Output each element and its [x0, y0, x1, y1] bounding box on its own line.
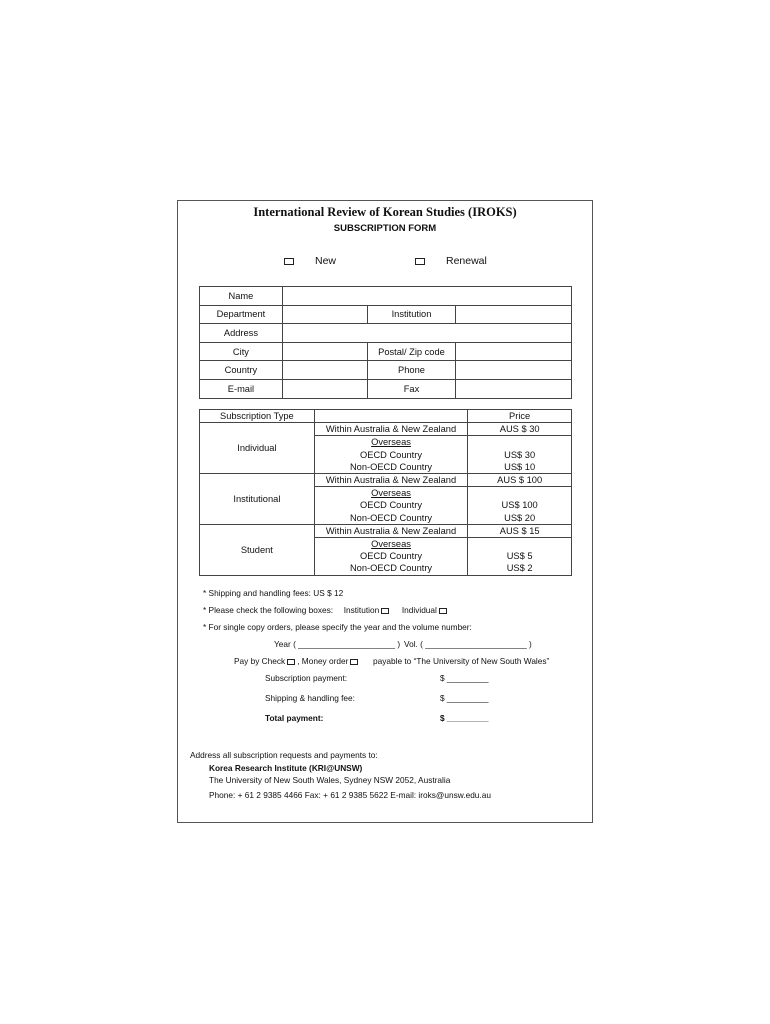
country-field[interactable]	[282, 361, 367, 380]
overseas-price-cell	[468, 538, 572, 576]
shipping-fee-label: Shipping & handling fee:	[265, 693, 355, 703]
overseas-label: Overseas	[371, 488, 411, 499]
region-header	[314, 410, 468, 423]
subscription-type-header: Subscription Type	[200, 410, 315, 423]
name-field[interactable]	[282, 287, 571, 306]
type-student: Student	[200, 524, 315, 575]
type-individual: Individual	[200, 423, 315, 474]
institution-option-label: Institution	[343, 605, 380, 615]
phone-field[interactable]	[456, 361, 572, 380]
within-label: Within Australia & New Zealand	[314, 524, 468, 537]
payment-method-line	[234, 656, 549, 666]
overseas-price-cell	[468, 487, 572, 525]
department-field[interactable]	[282, 305, 367, 324]
new-label: New	[315, 255, 337, 267]
address-label: Address	[200, 324, 283, 343]
pay-by-check-label: Pay by Check	[234, 656, 286, 666]
price-non-oecd: US$ 2	[506, 563, 533, 574]
address-field[interactable]	[282, 324, 571, 343]
contact-details-table	[199, 286, 572, 399]
address-line-1: The University of New South Wales, Sydney NSW 2052, Australia	[209, 775, 451, 785]
overseas-price-cell	[468, 436, 572, 474]
money-order-checkbox[interactable]	[350, 659, 358, 665]
form-subtitle: SUBSCRIPTION FORM	[333, 223, 437, 234]
email-field[interactable]	[282, 379, 367, 398]
total-payment-label: Total payment:	[265, 713, 324, 723]
subscription-form	[177, 200, 593, 823]
postal-label: Postal/ Zip code	[367, 342, 456, 361]
institution-label: Institution	[367, 305, 456, 324]
within-label: Within Australia & New Zealand	[314, 474, 468, 487]
name-label: Name	[200, 287, 283, 306]
address-contact-line: Phone: + 61 2 9385 4466 Fax: + 61 2 9385 5622 E-mail: iroks@unsw.edu.au	[209, 790, 491, 800]
email-label: E-mail	[200, 379, 283, 398]
shipping-note: * Shipping and handling fees: US $ 12	[203, 588, 344, 598]
individual-checkbox[interactable]	[439, 608, 447, 614]
oecd-label: OECD Country	[360, 551, 423, 562]
address-intro: Address all subscription requests and payments to:	[190, 750, 378, 760]
price-oecd: US$ 30	[504, 449, 536, 460]
oecd-label: OECD Country	[360, 500, 423, 511]
institution-checkbox[interactable]	[381, 608, 389, 614]
subscription-payment-field[interactable]: $ _________	[440, 673, 489, 683]
total-payment-field[interactable]: $ _________	[440, 713, 489, 723]
year-field[interactable]: Year ( _____________________ )	[274, 639, 401, 649]
non-oecd-label: Non-OECD Country	[349, 461, 433, 472]
subscription-payment-label: Subscription payment:	[265, 673, 348, 683]
individual-option-label: Individual	[401, 605, 437, 615]
overseas-cell	[314, 436, 468, 474]
price-non-oecd: US$ 10	[504, 461, 536, 472]
volume-field[interactable]: Vol. ( ______________________ )	[404, 639, 532, 649]
phone-label: Phone	[367, 361, 456, 380]
oecd-label: OECD Country	[360, 449, 423, 460]
within-label: Within Australia & New Zealand	[314, 423, 468, 436]
overseas-label: Overseas	[371, 539, 411, 550]
institution-field[interactable]	[456, 305, 572, 324]
price-within: AUS $ 15	[468, 524, 572, 537]
money-order-label: , Money order	[297, 656, 349, 666]
single-copy-note: * For single copy orders, please specify the year and the volume number:	[203, 622, 472, 632]
overseas-label: Overseas	[371, 437, 411, 448]
department-label: Department	[200, 305, 283, 324]
payable-to-text: payable to “The University of New South Wales”	[373, 656, 550, 666]
renewal-checkbox[interactable]	[415, 258, 425, 265]
check-boxes-text: * Please check the following boxes:	[203, 605, 334, 615]
price-within: AUS $ 100	[468, 474, 572, 487]
price-oecd: US$ 5	[506, 551, 533, 562]
form-title: International Review of Korean Studies (IROKS)	[253, 205, 517, 219]
city-field[interactable]	[282, 342, 367, 361]
address-org: Korea Research Institute (KRI@UNSW)	[209, 763, 363, 773]
subscription-price-table	[199, 409, 572, 576]
non-oecd-label: Non-OECD Country	[349, 512, 433, 523]
city-label: City	[200, 342, 283, 361]
overseas-cell	[314, 487, 468, 525]
price-non-oecd: US$ 20	[504, 512, 536, 523]
non-oecd-label: Non-OECD Country	[349, 563, 433, 574]
country-label: Country	[200, 361, 283, 380]
price-header: Price	[468, 410, 572, 423]
renewal-label: Renewal	[446, 255, 487, 267]
check-boxes-note	[203, 605, 449, 615]
check-checkbox[interactable]	[287, 659, 295, 665]
price-oecd: US$ 100	[501, 500, 538, 511]
shipping-fee-field[interactable]: $ _________	[440, 693, 489, 703]
price-within: AUS $ 30	[468, 423, 572, 436]
fax-field[interactable]	[456, 379, 572, 398]
overseas-cell	[314, 538, 468, 576]
fax-label: Fax	[367, 379, 456, 398]
postal-field[interactable]	[456, 342, 572, 361]
type-institutional: Institutional	[200, 474, 315, 525]
new-checkbox[interactable]	[284, 258, 294, 265]
